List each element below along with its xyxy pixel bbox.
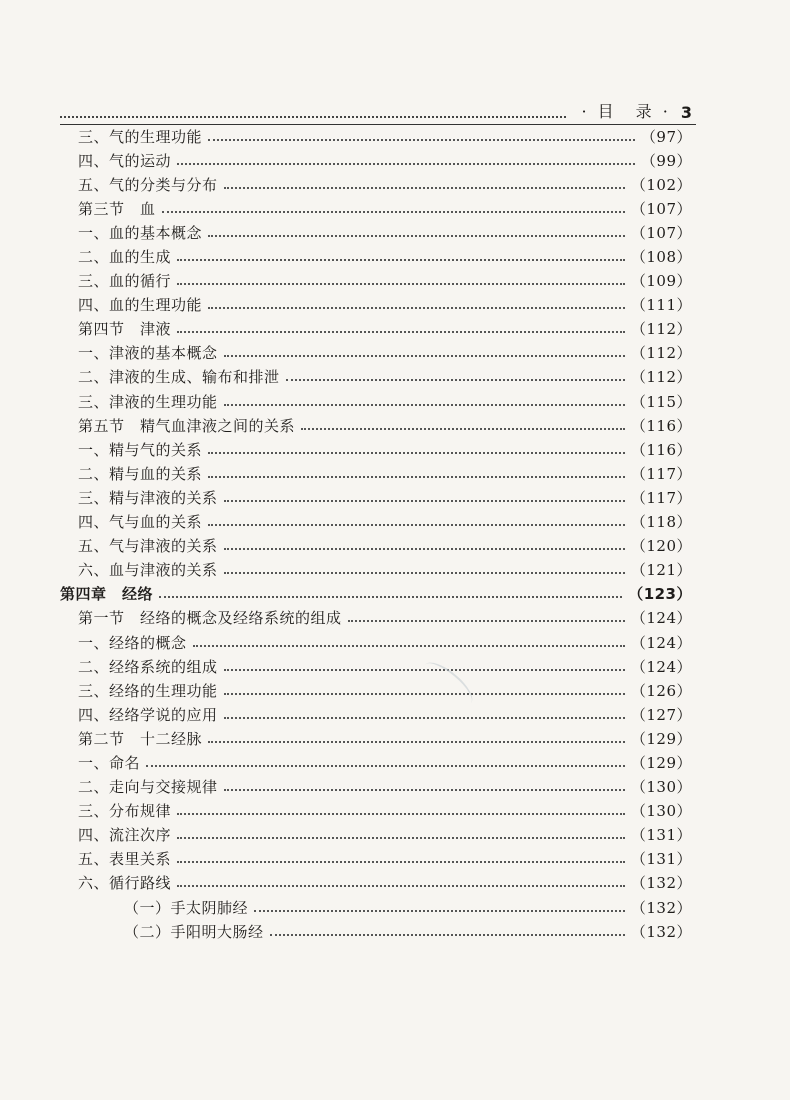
toc-entry-page-number: （124） — [630, 609, 692, 628]
toc-entry-label: 一、血的基本概念 — [78, 223, 203, 242]
toc-entry[interactable] — [60, 269, 692, 293]
toc-entry[interactable] — [60, 389, 692, 413]
toc-entry[interactable] — [60, 172, 692, 196]
toc-entry[interactable] — [60, 124, 692, 148]
dot-leader — [224, 571, 625, 574]
table-of-contents — [60, 124, 692, 943]
toc-entry-page-number: （99） — [640, 151, 692, 170]
toc-entry[interactable] — [60, 654, 692, 678]
toc-entry-label: （二）手阳明大肠经 — [124, 922, 264, 941]
toc-entry[interactable] — [60, 582, 692, 606]
dot-leader — [177, 812, 625, 815]
toc-entry-page-number: （131） — [630, 850, 692, 869]
toc-entry-page-number: （111） — [630, 296, 692, 315]
toc-entry-page-number: （132） — [630, 922, 692, 941]
toc-entry[interactable] — [60, 919, 692, 943]
header-section-title: · 目 录 · — [581, 102, 671, 121]
toc-entry-page-number: （131） — [630, 826, 692, 845]
toc-entry-page-number: （118） — [630, 513, 692, 532]
toc-entry-label: 六、血与津液的关系 — [78, 561, 218, 580]
dot-leader — [286, 378, 625, 381]
toc-entry-page-number: （132） — [630, 898, 692, 917]
dot-leader — [177, 258, 625, 261]
toc-entry[interactable] — [60, 871, 692, 895]
toc-entry-page-number: （129） — [630, 753, 692, 772]
dot-leader — [177, 884, 625, 887]
toc-entry-label: 四、经络学说的应用 — [78, 705, 218, 724]
dot-leader — [224, 788, 625, 791]
toc-entry-label: 第四节 津液 — [78, 320, 172, 339]
header-page-number: 3 — [680, 103, 692, 122]
toc-entry-page-number: （108） — [630, 248, 692, 267]
toc-entry-label: 一、精与气的关系 — [78, 440, 203, 459]
toc-entry-label: 二、走向与交接规律 — [78, 778, 218, 797]
dot-leader — [224, 547, 625, 550]
toc-entry-label: 四、流注次序 — [78, 826, 172, 845]
toc-entry-page-number: （130） — [630, 802, 692, 821]
dot-leader — [177, 860, 625, 863]
toc-entry-label: 四、气的运动 — [78, 151, 172, 170]
toc-entry-label: 三、血的循行 — [78, 272, 172, 291]
running-header — [60, 98, 692, 122]
toc-entry-page-number: （112） — [630, 368, 692, 387]
dot-leader — [208, 475, 625, 478]
toc-entry[interactable] — [60, 823, 692, 847]
header-dot-leader — [60, 115, 566, 118]
dot-leader — [162, 210, 625, 213]
dot-leader — [224, 186, 625, 189]
toc-entry-label: 第四章 经络 — [60, 585, 154, 604]
toc-entry-label: 二、精与血的关系 — [78, 464, 203, 483]
toc-entry-label: 四、气与血的关系 — [78, 513, 203, 532]
toc-entry[interactable] — [60, 461, 692, 485]
toc-entry-page-number: （117） — [630, 488, 692, 507]
toc-entry[interactable] — [60, 148, 692, 172]
toc-entry-page-number: （97） — [640, 127, 692, 146]
dot-leader — [224, 403, 625, 406]
toc-entry-label: 二、经络系统的组成 — [78, 657, 218, 676]
toc-entry-label: 五、气与津液的关系 — [78, 537, 218, 556]
dot-leader — [348, 619, 625, 622]
toc-entry[interactable] — [60, 558, 692, 582]
dot-leader — [177, 836, 625, 839]
toc-entry-page-number: （126） — [630, 681, 692, 700]
dot-leader — [224, 692, 625, 695]
toc-entry[interactable] — [60, 895, 692, 919]
toc-entry[interactable] — [60, 341, 692, 365]
dot-leader — [159, 595, 622, 598]
toc-entry[interactable] — [60, 437, 692, 461]
toc-entry-page-number: （124） — [630, 657, 692, 676]
toc-entry-label: 四、血的生理功能 — [78, 296, 203, 315]
toc-entry-page-number: （123） — [628, 585, 692, 604]
toc-entry-page-number: （132） — [630, 874, 692, 893]
toc-entry-label: 三、津液的生理功能 — [78, 392, 218, 411]
toc-entry[interactable] — [60, 678, 692, 702]
toc-entry-page-number: （121） — [630, 561, 692, 580]
toc-entry[interactable] — [60, 702, 692, 726]
toc-entry-label: （一）手太阴肺经 — [124, 898, 249, 917]
dot-leader — [177, 162, 635, 165]
dot-leader — [177, 282, 625, 285]
toc-entry-label: 一、津液的基本概念 — [78, 344, 218, 363]
toc-entry-label: 二、血的生成 — [78, 248, 172, 267]
toc-entry-label: 第三节 血 — [78, 199, 156, 218]
toc-entry[interactable] — [60, 750, 692, 774]
toc-entry-page-number: （117） — [630, 464, 692, 483]
dot-leader — [177, 330, 625, 333]
toc-entry[interactable] — [60, 317, 692, 341]
toc-entry[interactable] — [60, 220, 692, 244]
dot-leader — [146, 764, 625, 767]
dot-leader — [208, 306, 625, 309]
dot-leader — [224, 499, 625, 502]
toc-entry[interactable] — [60, 534, 692, 558]
dot-leader — [270, 933, 625, 936]
toc-entry-page-number: （107） — [630, 199, 692, 218]
toc-entry[interactable] — [60, 413, 692, 437]
toc-entry-page-number: （109） — [630, 272, 692, 291]
toc-entry-page-number: （127） — [630, 705, 692, 724]
dot-leader — [254, 909, 625, 912]
toc-entry[interactable] — [60, 775, 692, 799]
toc-entry-label: 三、分布规律 — [78, 802, 172, 821]
toc-entry-label: 五、表里关系 — [78, 850, 172, 869]
toc-entry[interactable] — [60, 244, 692, 268]
toc-entry-page-number: （102） — [630, 175, 692, 194]
toc-entry-label: 第五节 精气血津液之间的关系 — [78, 416, 296, 435]
toc-entry-label: 一、命名 — [78, 753, 141, 772]
dot-leader — [224, 716, 625, 719]
toc-entry-label: 三、经络的生理功能 — [78, 681, 218, 700]
dot-leader — [301, 427, 625, 430]
toc-entry[interactable] — [60, 630, 692, 654]
dot-leader — [208, 234, 625, 237]
toc-entry-page-number: （129） — [630, 729, 692, 748]
toc-entry-label: 三、精与津液的关系 — [78, 488, 218, 507]
toc-entry-label: 第二节 十二经脉 — [78, 729, 203, 748]
dot-leader — [208, 451, 625, 454]
toc-entry-page-number: （124） — [630, 633, 692, 652]
toc-entry[interactable] — [60, 726, 692, 750]
toc-entry-page-number: （107） — [630, 223, 692, 242]
toc-entry-label: 第一节 经络的概念及经络系统的组成 — [78, 609, 342, 628]
dot-leader — [208, 138, 635, 141]
toc-entry-page-number: （112） — [630, 344, 692, 363]
dot-leader — [208, 523, 625, 526]
toc-entry-page-number: （120） — [630, 537, 692, 556]
dot-leader — [193, 644, 625, 647]
toc-entry[interactable] — [60, 485, 692, 509]
toc-entry-label: 六、循行路线 — [78, 874, 172, 893]
toc-entry-label: 三、气的生理功能 — [78, 127, 203, 146]
toc-entry-page-number: （130） — [630, 778, 692, 797]
toc-entry-page-number: （116） — [630, 416, 692, 435]
toc-entry[interactable] — [60, 293, 692, 317]
toc-entry-page-number: （112） — [630, 320, 692, 339]
toc-entry[interactable] — [60, 365, 692, 389]
toc-entry[interactable] — [60, 196, 692, 220]
toc-entry[interactable] — [60, 847, 692, 871]
toc-entry[interactable] — [60, 510, 692, 534]
dot-leader — [208, 740, 625, 743]
toc-entry[interactable] — [60, 606, 692, 630]
toc-entry-page-number: （116） — [630, 440, 692, 459]
toc-entry-label: 二、津液的生成、输布和排泄 — [78, 368, 280, 387]
toc-entry-label: 五、气的分类与分布 — [78, 175, 218, 194]
toc-entry-label: 一、经络的概念 — [78, 633, 187, 652]
dot-leader — [224, 354, 625, 357]
toc-entry-page-number: （115） — [630, 392, 692, 411]
toc-entry[interactable] — [60, 799, 692, 823]
